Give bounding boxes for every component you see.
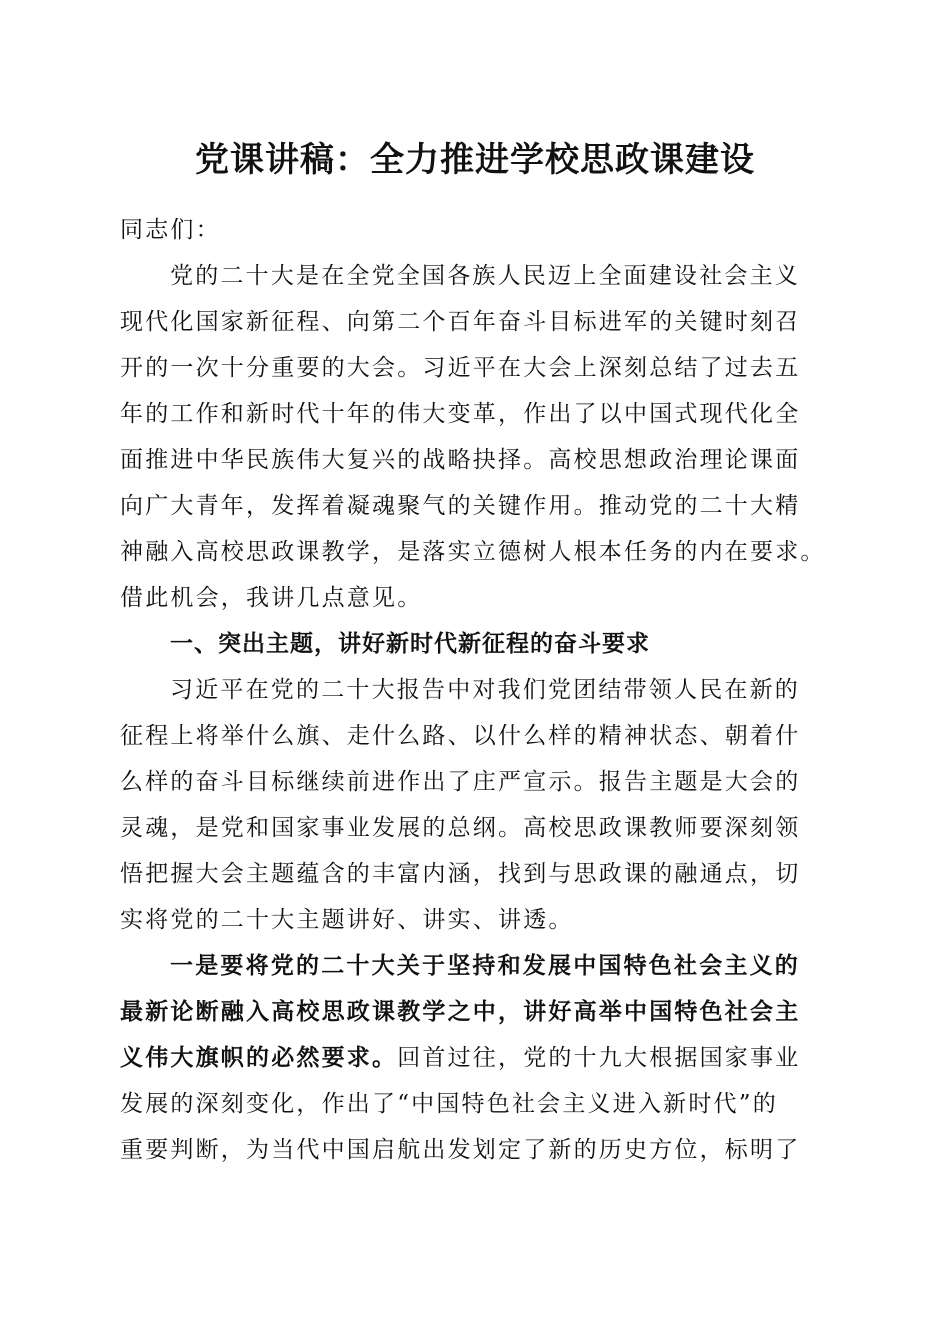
- paragraph-line: 最新论断融入高校思政课教学之中，讲好高举中国特色社会主: [120, 998, 801, 1025]
- paragraph-line: 灵魂，是党和国家事业发展的总纲。高校思政课教师要深刻领: [120, 815, 801, 841]
- paragraph-line: 么样的奋斗目标继续前进作出了庄严宣示。报告主题是大会的: [120, 769, 801, 795]
- document-body: [120, 207, 832, 1173]
- paragraph-line: 实将党的二十大主题讲好、讲实、讲透。: [120, 907, 574, 933]
- paragraph-3: [120, 943, 832, 1173]
- regular-text-span: 回首过往，党的十九大根据国家事业: [397, 1045, 801, 1071]
- paragraph-line: 发展的深刻变化，作出了“中国特色社会主义进入新时代”的: [120, 1091, 778, 1117]
- paragraph-line: 党的二十大是在全党全国各族人民迈上全面建设社会主义: [170, 263, 800, 289]
- paragraph-1: [120, 253, 832, 621]
- paragraph-2: [120, 667, 832, 943]
- paragraph-line: 习近平在党的二十大报告中对我们党团结带领人民在新的: [170, 677, 800, 703]
- paragraph-line: 一是要将党的二十大关于坚持和发展中国特色社会主义的: [170, 952, 800, 979]
- salutation: 同志们：: [120, 217, 221, 243]
- document-title: 党课讲稿：全力推进学校思政课建设: [195, 140, 755, 180]
- bold-text-span: 义伟大旗帜的必然要求。: [120, 1044, 398, 1071]
- paragraph-line-mixed: [120, 1035, 832, 1081]
- paragraph-line: 神融入高校思政课教学，是落实立德树人根本任务的内在要求。: [120, 539, 826, 565]
- paragraph-line: 向广大青年，发挥着凝魂聚气的关键作用。推动党的二十大精: [120, 493, 801, 519]
- paragraph-line: 征程上将举什么旗、走什么路、以什么样的精神状态、朝着什: [120, 723, 801, 749]
- section-heading-1: 一、突出主题，讲好新时代新征程的奋斗要求: [170, 631, 650, 657]
- paragraph-line: 现代化国家新征程、向第二个百年奋斗目标进军的关键时刻召: [120, 309, 801, 335]
- paragraph-line: 年的工作和新时代十年的伟大变革，作出了以中国式现代化全: [120, 401, 801, 427]
- paragraph-line: 开的一次十分重要的大会。习近平在大会上深刻总结了过去五: [120, 355, 801, 381]
- paragraph-line: 悟把握大会主题蕴含的丰富内涵，找到与思政课的融通点，切: [120, 861, 801, 887]
- paragraph-line: 借此机会，我讲几点意见。: [120, 585, 423, 611]
- paragraph-line: 面推进中华民族伟大复兴的战略抉择。高校思想政治理论课面: [120, 447, 801, 473]
- paragraph-line: 重要判断，为当代中国启航出发划定了新的历史方位，标明了: [120, 1137, 801, 1163]
